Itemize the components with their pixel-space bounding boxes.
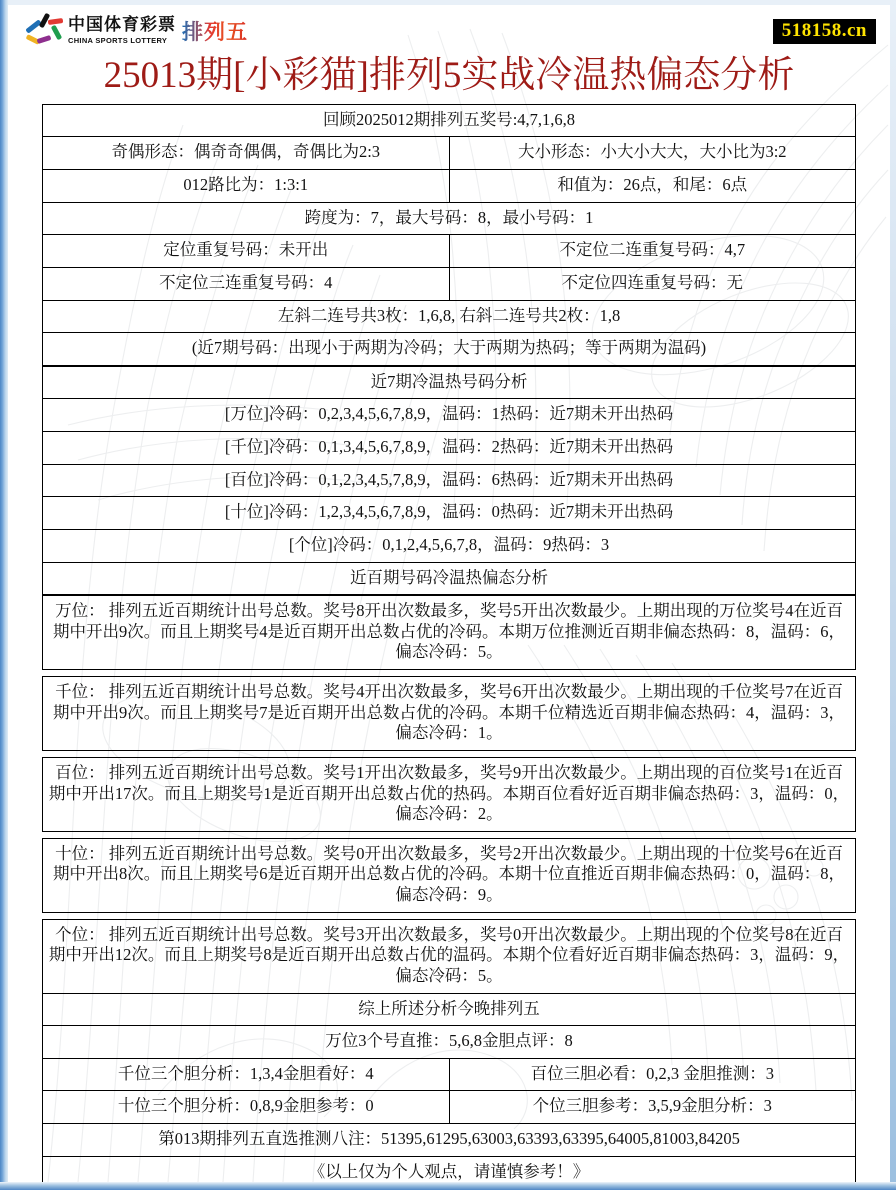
row-spacer [43,831,856,838]
nonpositional-four-repeat: 不定位四连重复号码：无 [449,267,856,300]
row-spacer [43,670,856,677]
page-title: 25013期[小彩猫]排列5实战冷温热偏态分析 [103,55,795,96]
table-row [43,202,856,235]
table-row [43,267,856,300]
summary-wanwei: 万位3个号直推：5,6,8金胆点评：8 [43,1026,856,1059]
table-row [43,1058,856,1091]
recent7-row-qian: [千位]冷码：0,1,3,4,5,6,7,8,9，温码：2热码：近7期未开出热码 [43,432,856,465]
review-table [42,104,856,366]
table-row [43,677,856,751]
table-row [43,235,856,268]
summary-shi: 十位三个胆分析：0,8,9金胆参考：0 [43,1091,450,1124]
size-form: 大小形态：小大小大大，大小比为3:2 [449,137,856,170]
content-sheet [8,5,890,1182]
table-row [43,333,856,366]
span-info: 跨度为：7，最大号码：8，最小号码：1 [43,202,856,235]
lottery-logo [24,11,248,51]
recent7-row-wan: [万位]冷码：0,2,3,4,5,6,7,8,9，温码：1热码：近7期未开出热码 [43,399,856,432]
table-row [43,562,856,595]
table-row [43,300,856,333]
positional-repeat: 定位重复号码：未开出 [43,235,450,268]
table-row [43,104,856,137]
sports-lottery-mark-icon [24,13,64,49]
logo-text-block [68,17,176,45]
table-row [43,464,856,497]
table-row [43,838,856,912]
hundred-paragraph-qian: 千位： 排列五近百期统计出号总数。奖号4开出次数最多，奖号6开出次数最少。上期出现的千位奖号7在近百期中开出9次。而且上期奖号7是近百期开出总数占优的冷码。本期千位精选近百期非偏态热码：4，温码：3，偏态冷码：1。 [43,677,856,751]
table-row [43,366,856,399]
table-row [43,432,856,465]
table-row [43,170,856,203]
table-row [43,497,856,530]
table-row [43,757,856,831]
recent7-row-bai: [百位]冷码：0,1,2,3,4,5,7,8,9，温码：6热码：近7期未开出热码 [43,464,856,497]
nonpositional-three-repeat: 不定位三连重复号码：4 [43,267,450,300]
table-row [43,1124,856,1157]
sum-value: 和值为：26点，和尾：6点 [449,170,856,203]
summary-bai: 百位三胆必看：0,2,3 金胆推测：3 [449,1058,856,1091]
recent7-row-ge: [个位]冷码：0,1,2,4,5,6,7,8，温码：9热码：3 [43,529,856,562]
recent7-row-shi: [十位]冷码：1,2,3,4,5,6,7,8,9，温码：0热码：近7期未开出热码 [43,497,856,530]
hundred-paragraph-ge: 个位： 排列五近百期统计出号总数。奖号3开出次数最多，奖号0开出次数最少。上期出现的个位奖号8在近百期中开出12次。而且上期奖号8是近百期开出总数占优的温码。本期个位看好近百期非偏态热码：3，温码：9，偏态冷码：5。 [43,919,856,993]
hundred-paragraph-bai: 百位： 排列五近百期统计出号总数。奖号1开出次数最多，奖号9开出次数最少。上期出现的百位奖号1在近百期中开出17次。而且上期奖号1是近百期开出总数占优的热码。本期百位看好近百期非偏态热码：3，温码：0，偏态冷码：2。 [43,757,856,831]
parity-form: 奇偶形态：偶奇奇偶偶，奇偶比为2:3 [43,137,450,170]
summary-title: 综上所述分析今晚排列五 [43,994,856,1026]
road012-ratio: 012路比为：1:3:1 [43,170,450,203]
recent7-title: 近7期冷温热号码分析 [43,366,856,399]
summary-table [42,994,856,1182]
site-url-badge: 518158.cn [773,19,876,44]
hundred-title: 近百期号码冷温热偏态分析 [43,562,856,595]
site-header [8,5,890,57]
summary-qian: 千位三个胆分析：1,3,4金胆看好：4 [43,1058,450,1091]
summary-ge: 个位三胆参考：3,5,9金胆分析：3 [449,1091,856,1124]
row-spacer [43,912,856,919]
row-spacer [43,750,856,757]
forecast-numbers: 第013期排列五直选推测八注：51395,61295,63003,63393,63395,64005,81003,84205 [43,1124,856,1157]
legend-note: (近7期号码：出现小于两期为冷码；大于两期为热码；等于两期为温码) [43,333,856,366]
table-row [43,1091,856,1124]
table-row [43,137,856,170]
hundred-paragraph-wan: 万位： 排列五近百期统计出号总数。奖号8开出次数最多，奖号5开出次数最少。上期出现的万位奖号4在近百期中开出9次。而且上期奖号4是近百期开出总数占优的冷码。本期万位推测近百期非偏态热码：8，温码：6，偏态冷码：5。 [43,596,856,670]
review-headline: 回顾2025012期排列五奖号:4,7,1,6,8 [43,104,856,137]
table-row [43,529,856,562]
diagonal-info: 左斜二连号共3枚：1,6,8, 右斜二连号共2枚：1,8 [43,300,856,333]
table-row [43,399,856,432]
nonpositional-two-repeat: 不定位二连重复号码：4,7 [449,235,856,268]
table-row [43,1026,856,1059]
logo-game-name: 排列五 [182,16,248,46]
hundred-analysis-table [42,595,856,993]
disclaimer: 《以上仅为个人观点，请谨慎参考！》 [43,1156,856,1182]
table-row [43,919,856,993]
page-content [8,5,890,1182]
recent7-table [42,366,856,595]
table-row [43,596,856,670]
table-row [43,994,856,1026]
table-row [43,1156,856,1182]
logo-chinese-name: 中国体育彩票 [68,15,176,36]
logo-english-name: CHINA SPORTS LOTTERY [68,36,168,46]
hundred-paragraph-shi: 十位： 排列五近百期统计出号总数。奖号0开出次数最多，奖号2开出次数最少。上期出现的十位奖号6在近百期中开出8次。而且上期奖号6是近百期开出总数占优的冷码。本期十位直推近百期非偏态热码：0，温码：8，偏态冷码：9。 [43,838,856,912]
